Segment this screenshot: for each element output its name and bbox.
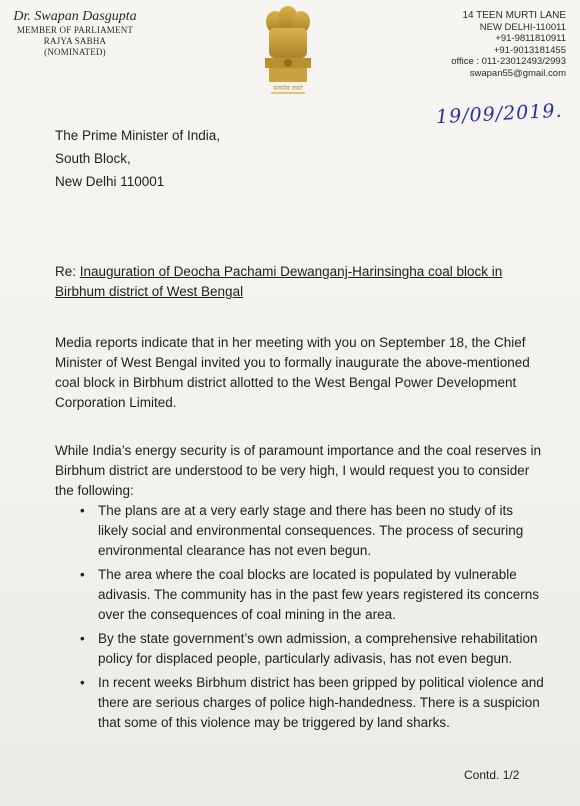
handwritten-date: 19/09/2019.: [435, 99, 564, 129]
phone-2: +91-9013181455: [493, 44, 566, 56]
bullet-icon: •: [80, 675, 85, 690]
sender-role-1: MEMBER OF PARLIAMENT: [16, 25, 134, 35]
address-line-2: NEW DELHI-110011: [479, 21, 566, 33]
list-item: [80, 501, 545, 561]
subject-text-2: Birbhum district of West Bengal: [55, 284, 244, 299]
sender-role-2: RAJYA SABHA: [43, 36, 107, 46]
concerns-list: [80, 501, 545, 737]
list-item: [80, 673, 545, 733]
recipient-line-3: New Delhi 110001: [55, 174, 165, 189]
email: swapan55@gmail.com: [469, 67, 566, 79]
recipient-block: [55, 124, 220, 193]
paragraph-1: Media reports indicate that in her meeting with you on September 18, the Chief Minister of West Bengal invited you to formally inaugurate the above-mentioned coal block in Birbhum district allotted to the West Bengal Power Development Corporation Limited.: [55, 335, 530, 410]
list-item-text: The area where the coal blocks are located is populated by vulnerable adivasis. The community has in the past few years registered its concerns over the consequences of coal mining in the area.: [98, 567, 539, 622]
recipient-line-2: South Block,: [55, 151, 131, 166]
national-emblem-icon: [257, 6, 319, 106]
office-phone: office : 011-23012493/2993: [451, 56, 566, 67]
subject-line: [55, 262, 535, 302]
sender-name: Dr. Swapan Dasgupta: [13, 9, 137, 24]
list-item-text: By the state government’s own admission, a comprehensive rehabilitation policy for displaced people, particularly adivasis, has not even begun.: [98, 631, 538, 666]
subject-text-1: Inauguration of Deocha Pachami Dewanganj-Harinsingha coal block in: [79, 264, 503, 279]
bullet-icon: •: [80, 631, 85, 646]
sender-block: [10, 8, 140, 58]
phone-1: +91-9811810911: [495, 33, 566, 44]
bullet-icon: •: [80, 567, 85, 582]
recipient-line-1: The Prime Minister of India,: [55, 128, 221, 143]
list-item: [80, 629, 545, 669]
list-item-text: In recent weeks Birbhum district has been gripped by political violence and there are serious charges of police high-handedness. There is a suspicion that some of this violence may be triggered by land sharks.: [98, 675, 544, 730]
sender-role-3: (NOMINATED): [44, 47, 106, 57]
address-line-1: 14 TEEN MURTI LANE: [462, 10, 566, 21]
list-item: [80, 565, 545, 625]
bullet-icon: •: [80, 503, 85, 518]
paragraph-2: While India’s energy security is of paramount importance and the coal reserves in Birbhum district are understood to be very high, I would request you to consider the following:: [55, 443, 541, 498]
address-block: [396, 10, 566, 79]
emblem-caption: सत्यमेव जयते: [273, 85, 303, 92]
subject-prefix: Re:: [55, 264, 80, 279]
continued-marker: Contd. 1/2: [464, 768, 520, 782]
list-item-text: The plans are at a very early stage and there has been no study of its likely social and environmental consequences. The process of securing environmental clearance has not even begun.: [98, 503, 524, 558]
